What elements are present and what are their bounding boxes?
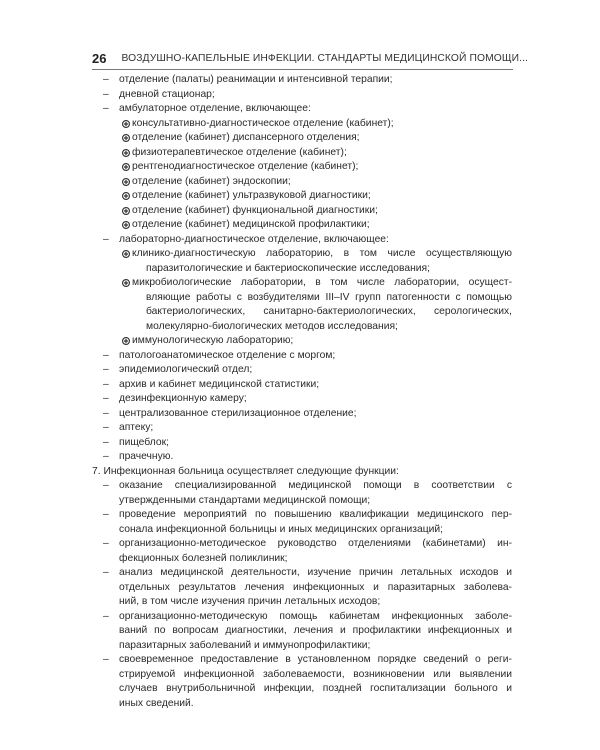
list-item-continuation: фекционных болезней поликлиник; <box>119 552 288 564</box>
sub-list-item-text: отделение (кабинет) медицинской профилактики; <box>132 219 370 230</box>
list-item-continuation: утвержденными стандартами медицинской помощи; <box>119 494 371 506</box>
sub-list-item-text: отделение (кабинет) функциональной диагностики; <box>132 204 378 216</box>
list-item-continuation: ваний по вопросам диагностики, лечения и профилактики инфекционных и <box>119 625 512 636</box>
page-body <box>92 73 512 711</box>
list-item-continuation: сонала инфекционной больницы и иных медицинских организаций; <box>119 523 444 535</box>
sub-list-item-text: отделение (кабинет) диспансерного отделения; <box>132 132 360 143</box>
cross-circle-bullet-icon <box>122 207 130 215</box>
list-item: – эпидемиологический отдел; <box>92 363 512 378</box>
sub-list-item <box>92 117 512 132</box>
cross-circle-bullet-icon <box>122 163 130 171</box>
cross-circle-bullet-icon <box>122 250 130 258</box>
sub-list-item <box>92 131 512 146</box>
list-item: – аптеку; <box>92 421 512 436</box>
list-item-continuation: ний, в том числе изучения причин летальных исходов; <box>119 596 381 607</box>
list-item: – лабораторно-диагностическое отделение, включающее: <box>92 233 512 248</box>
sub-list-item-text: физиотерапевтическое отделение (кабинет); <box>132 146 347 158</box>
sub-list-item <box>92 276 512 291</box>
list-item: – прачечную. <box>92 450 512 465</box>
sub-list-item-continuation: молекулярно-биологических методов исследования; <box>146 320 398 332</box>
chapter-title: ВОЗДУШНО-КАПЕЛЬНЫЕ ИНФЕКЦИИ. СТАНДАРТЫ МЕДИЦИНСКОЙ ПОМОЩИ... <box>121 52 529 64</box>
cross-circle-bullet-icon <box>122 192 130 200</box>
cross-circle-bullet-icon <box>122 149 130 157</box>
numbered-paragraph: 7. Инфекционная больница осуществляет следующие функции: <box>92 465 399 477</box>
header-divider <box>92 69 513 70</box>
running-header <box>92 48 529 68</box>
sub-list-item <box>92 204 512 219</box>
list-item: – организационно-методическую помощь кабинетам инфекционных заболе- <box>92 610 512 625</box>
list-item: – патологоанатомическое отделение с моргом; <box>92 349 512 364</box>
list-item: – своевременное предоставление в установленном порядке сведений о реги- <box>92 653 512 668</box>
cross-circle-bullet-icon <box>122 178 130 186</box>
list-item-continuation: отдельных результатов лечения инфекционных и паразитарных заболева- <box>119 581 512 593</box>
sub-list-item-continuation: бактериологических, санитарно-бактериологических, серологических, <box>146 306 512 317</box>
sub-list-item-text: рентгенодиагностическое отделение (кабинет); <box>132 161 359 172</box>
sub-list-item <box>92 189 512 204</box>
sub-list-item <box>92 175 512 190</box>
sub-list-item-text: клинико-диагностическую лабораторию, в том числе осуществляющую <box>132 248 512 259</box>
list-item-continuation: паразитарных заболеваний и иммунопрофилактики; <box>119 639 371 651</box>
list-item: – анализ медицинской деятельности, изучение причин летальных исходов и <box>92 566 512 581</box>
page-number: 26 <box>92 50 107 66</box>
list-item: – дневной стационар; <box>92 88 512 103</box>
sub-list-item <box>92 160 512 175</box>
sub-list-item <box>92 218 512 233</box>
list-item-continuation: стрируемой инфекционной заболеваемости, возникновении или выявлении <box>119 668 512 680</box>
sub-list-item-text: отделение (кабинет) ультразвуковой диагностики; <box>132 190 371 201</box>
cross-circle-bullet-icon <box>122 221 130 229</box>
sub-list-item-continuation: паразитологические и бактериоскопические исследования; <box>146 262 430 274</box>
sub-list-item-text: отделение (кабинет) эндоскопии; <box>132 175 291 187</box>
list-item: – амбулаторное отделение, включающее: <box>92 102 512 117</box>
sub-list-item-text: консультативно-диагностическое отделение (кабинет); <box>132 117 394 129</box>
list-item: – организационно-методическое руководство отделениями (кабинетами) ин- <box>92 537 512 552</box>
sub-list-item-text: иммунологическую лабораторию; <box>132 335 294 346</box>
list-item: – централизованное стерилизационное отделение; <box>92 407 512 422</box>
list-item: – пищеблок; <box>92 436 512 451</box>
list-item-continuation: случаев внутрибольничной инфекции, поздней госпитализации больного и <box>119 683 512 694</box>
list-item: – отделение (палаты) реанимации и интенсивной терапии; <box>92 73 512 88</box>
list-item: – проведение мероприятий по повышению квалификации медицинского пер- <box>92 508 512 523</box>
cross-circle-bullet-icon <box>122 279 130 287</box>
sub-list-item-continuation: вляющие работы с возбудителями III–IV групп патогенности с помощью <box>146 291 512 303</box>
sub-list-item <box>92 247 512 262</box>
sub-list-item-text: микробиологические лаборатории, в том числе лаборатории, осущест- <box>132 277 512 288</box>
sub-list-item <box>92 334 512 349</box>
list-item: – оказание специализированной медицинской помощи в соответствии с <box>92 479 512 494</box>
sub-list-item <box>92 146 512 161</box>
list-item: – архив и кабинет медицинской статистики; <box>92 378 512 393</box>
list-item: – дезинфекционную камеру; <box>92 392 512 407</box>
cross-circle-bullet-icon <box>122 120 130 128</box>
cross-circle-bullet-icon <box>122 134 130 142</box>
cross-circle-bullet-icon <box>122 337 130 345</box>
list-item-continuation: иных сведений. <box>119 697 194 709</box>
